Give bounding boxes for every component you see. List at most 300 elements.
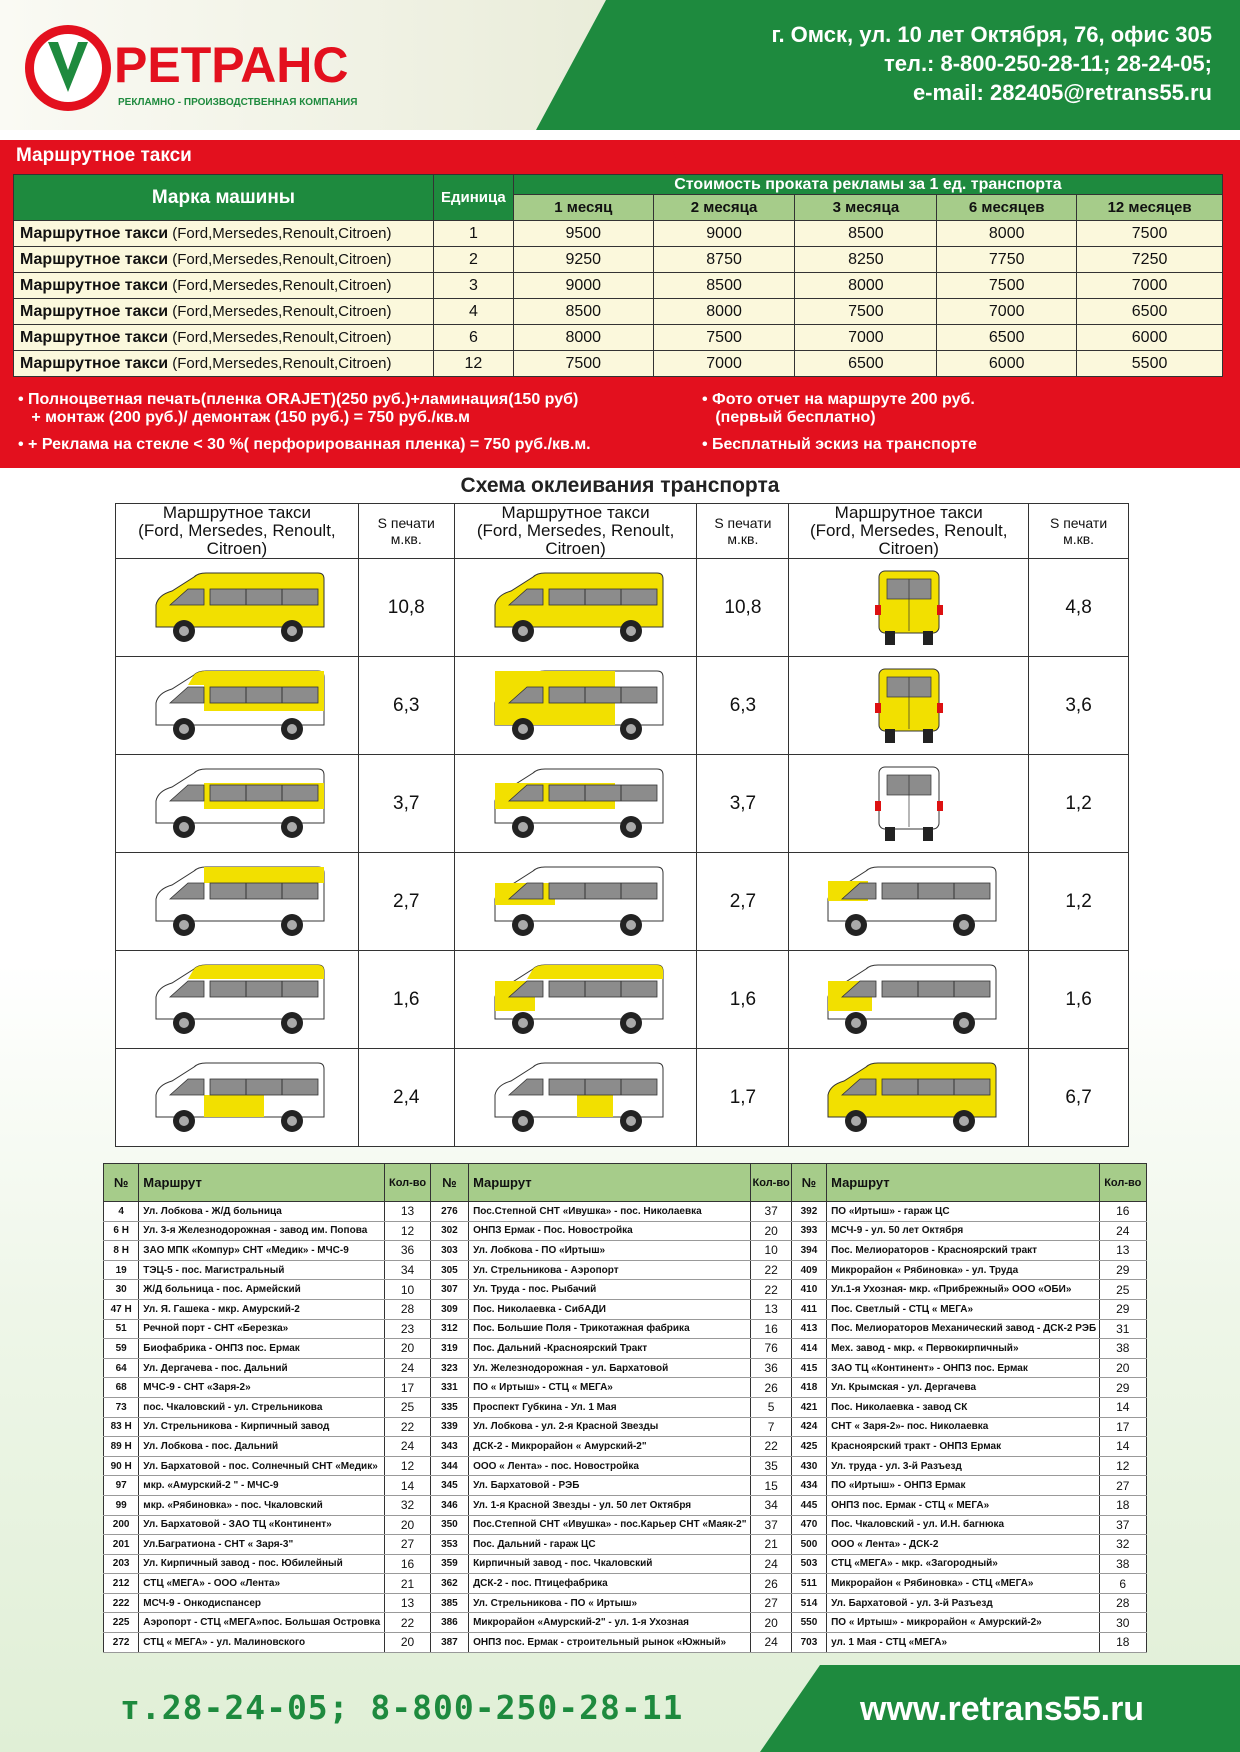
- route-name: ООО « Лента» - ДСК-2: [827, 1535, 1099, 1555]
- route-count: 22: [385, 1417, 430, 1437]
- van-side-wrap-image: [454, 559, 697, 657]
- route-count: 26: [751, 1378, 791, 1398]
- route-name: Пос. Светлый - СТЦ « МЕГА»: [827, 1299, 1099, 1319]
- route-row: [104, 1535, 1147, 1555]
- route-number: 89 Н: [104, 1437, 139, 1457]
- route-number: 445: [791, 1495, 826, 1515]
- route-number: 222: [104, 1593, 139, 1613]
- route-name: ЗАО ТЦ «Континент» - ОНПЗ пос. Ермак: [827, 1358, 1099, 1378]
- route-count: 20: [751, 1613, 791, 1633]
- route-count: 18: [1099, 1633, 1146, 1653]
- svg-text:РЕКЛАМНО - ПРОИЗВОДСТВЕННАЯ КО: РЕКЛАМНО - ПРОИЗВОДСТВЕННАЯ КОМПАНИЯ: [118, 97, 358, 108]
- price-cell: 6500: [1077, 299, 1223, 325]
- route-number: 47 Н: [104, 1299, 139, 1319]
- route-count: 16: [751, 1319, 791, 1339]
- print-area-value: 6,3: [358, 657, 454, 755]
- route-number: 343: [430, 1437, 468, 1457]
- route-name: Кирпичный завод - пос. Чкаловский: [469, 1554, 751, 1574]
- area-header: S печати м.кв.: [697, 504, 789, 559]
- van-side-wrap-image: [116, 657, 359, 755]
- route-row: [104, 1476, 1147, 1496]
- print-area-value: 1,7: [697, 1049, 789, 1147]
- route-name: Ул. Лобкова - ул. 2-я Красной Звезды: [469, 1417, 751, 1437]
- price-cell: 8500: [513, 299, 653, 325]
- route-count: 5: [751, 1397, 791, 1417]
- route-name: Пос. Большие Поля - Трикотажная фабрика: [469, 1319, 751, 1339]
- route-number: 346: [430, 1495, 468, 1515]
- print-area-value: 2,7: [697, 853, 789, 951]
- route-name: ООО « Лента» - пос. Новостройка: [469, 1456, 751, 1476]
- area-header: S печати м.кв.: [1029, 504, 1129, 559]
- col-brand: Марка машины: [14, 175, 434, 221]
- route-name: ОНПЗ Ермак - Пос. Новостройка: [469, 1221, 751, 1241]
- vehicle-name: Маршрутное такси (Ford,Mersedes,Renoult,Citroen): [14, 299, 434, 325]
- note-free-sketch: • Бесплатный эскиз на транспорте: [702, 436, 977, 453]
- route-count: 36: [751, 1358, 791, 1378]
- route-name: Биофабрика - ОНПЗ пос. Ермак: [139, 1339, 385, 1359]
- route-number: 8 Н: [104, 1241, 139, 1261]
- route-number: 59: [104, 1339, 139, 1359]
- price-cell: 8500: [795, 221, 937, 247]
- route-count: 34: [385, 1260, 430, 1280]
- route-count: 18: [1099, 1495, 1146, 1515]
- route-number: 212: [104, 1574, 139, 1594]
- route-count: 20: [385, 1515, 430, 1535]
- route-row: [104, 1574, 1147, 1594]
- print-area-value: 2,7: [358, 853, 454, 951]
- route-number: 424: [791, 1417, 826, 1437]
- scheme-row: [116, 755, 1129, 853]
- route-name: Ул.1-я Ухозная- мкр. «Прибрежный» ООО «ОБИ»: [827, 1280, 1099, 1300]
- van-side-wrap-image: [116, 755, 359, 853]
- route-number: 323: [430, 1358, 468, 1378]
- route-number: 409: [791, 1260, 826, 1280]
- route-row: [104, 1593, 1147, 1613]
- route-count: 13: [1099, 1241, 1146, 1261]
- route-row: [104, 1515, 1147, 1535]
- route-row: [104, 1221, 1147, 1241]
- print-area-value: 3,6: [1029, 657, 1129, 755]
- period-header: 12 месяцев: [1077, 195, 1223, 221]
- route-count: 34: [751, 1495, 791, 1515]
- route-number: 339: [430, 1417, 468, 1437]
- header: [0, 0, 1240, 130]
- route-number: 83 Н: [104, 1417, 139, 1437]
- price-cell: 9000: [653, 221, 795, 247]
- route-number: 335: [430, 1397, 468, 1417]
- route-count: 29: [1099, 1260, 1146, 1280]
- price-cell: 7000: [937, 299, 1077, 325]
- route-name: СТЦ «МЕГА» - мкр. «Загородный»: [827, 1554, 1099, 1574]
- print-area-value: 10,8: [358, 559, 454, 657]
- route-count: 36: [385, 1241, 430, 1261]
- route-number: 703: [791, 1633, 826, 1653]
- route-count: 30: [1099, 1613, 1146, 1633]
- print-area-value: 4,8: [1029, 559, 1129, 657]
- print-area-value: 2,4: [358, 1049, 454, 1147]
- period-header: 6 месяцев: [937, 195, 1077, 221]
- route-number: 319: [430, 1339, 468, 1359]
- scheme-row: [116, 657, 1129, 755]
- route-name: Ул. 3-я Железнодорожная - завод им. Попова: [139, 1221, 385, 1241]
- route-row: [104, 1397, 1147, 1417]
- col-route: Маршрут: [827, 1164, 1099, 1202]
- route-row: [104, 1417, 1147, 1437]
- route-name: Ул. Стрельникова - Кирпичный завод: [139, 1417, 385, 1437]
- price-cell: 9500: [513, 221, 653, 247]
- route-row: [104, 1299, 1147, 1319]
- route-count: 25: [385, 1397, 430, 1417]
- print-area-value: 10,8: [697, 559, 789, 657]
- route-name: Пос. Мелиораторов Механический завод - ДСК-2 РЭБ: [827, 1319, 1099, 1339]
- print-area-value: 1,6: [1029, 951, 1129, 1049]
- route-row: [104, 1495, 1147, 1515]
- route-number: 344: [430, 1456, 468, 1476]
- scheme-row: [116, 951, 1129, 1049]
- route-number: 470: [791, 1515, 826, 1535]
- route-name: Ул. Стрельникова - Аэропорт: [469, 1260, 751, 1280]
- route-number: 350: [430, 1515, 468, 1535]
- svg-text:РЕТРАНС: РЕТРАНС: [114, 37, 349, 93]
- route-count: 12: [385, 1456, 430, 1476]
- route-number: 503: [791, 1554, 826, 1574]
- route-name: СТЦ « МЕГА» - ул. Малиновского: [139, 1633, 385, 1653]
- route-name: Ул. Лобкова - пос. Дальний: [139, 1437, 385, 1457]
- route-number: 97: [104, 1476, 139, 1496]
- route-name: мкр. «Амурский-2 " - МЧС-9: [139, 1476, 385, 1496]
- route-name: ул. 1 Мая - СТЦ «МЕГА»: [827, 1633, 1099, 1653]
- route-name: ОНПЗ пос. Ермак - СТЦ « МЕГА»: [827, 1495, 1099, 1515]
- wrapping-scheme-table: [115, 503, 1129, 1147]
- route-name: Мех. завод - мкр. « Первокирпичный»: [827, 1339, 1099, 1359]
- route-count: 27: [1099, 1476, 1146, 1496]
- route-number: 68: [104, 1378, 139, 1398]
- price-cell: 8000: [937, 221, 1077, 247]
- col-route: Маршрут: [469, 1164, 751, 1202]
- price-cell: 7500: [937, 273, 1077, 299]
- route-name: Пос.Степной СНТ «Ивушка» - пос. Николаевка: [469, 1202, 751, 1222]
- route-count: 10: [385, 1280, 430, 1300]
- price-cell: 9250: [513, 247, 653, 273]
- route-count: 13: [385, 1593, 430, 1613]
- route-count: 14: [1099, 1397, 1146, 1417]
- route-count: 22: [751, 1260, 791, 1280]
- route-count: 20: [385, 1633, 430, 1653]
- price-cell: 7250: [1077, 247, 1223, 273]
- route-number: 305: [430, 1260, 468, 1280]
- route-name: Ул. труда - ул. 3-й Разъезд: [827, 1456, 1099, 1476]
- route-name: Ул. Бархатовой - пос. Солнечный СНТ «Медик»: [139, 1456, 385, 1476]
- price-row: [14, 273, 1223, 299]
- route-name: ПО «Иртыш» - гараж ЦС: [827, 1202, 1099, 1222]
- price-cell: 6500: [937, 325, 1077, 351]
- route-count: 15: [751, 1476, 791, 1496]
- price-row: [14, 247, 1223, 273]
- van-side-wrap-image: [454, 657, 697, 755]
- route-name: Ул. Бархатовой - РЭБ: [469, 1476, 751, 1496]
- route-count: 24: [751, 1554, 791, 1574]
- route-count: 27: [385, 1535, 430, 1555]
- route-count: 25: [1099, 1280, 1146, 1300]
- route-number: 331: [430, 1378, 468, 1398]
- route-number: 359: [430, 1554, 468, 1574]
- price-cell: 7500: [653, 325, 795, 351]
- route-name: СТЦ «МЕГА» - ООО «Лента»: [139, 1574, 385, 1594]
- route-number: 203: [104, 1554, 139, 1574]
- route-count: 24: [1099, 1221, 1146, 1241]
- route-name: ПО « Иртыш» - СТЦ « МЕГА»: [469, 1378, 751, 1398]
- route-count: 24: [385, 1437, 430, 1457]
- route-name: Ул. Труда - пос. Рыбачий: [469, 1280, 751, 1300]
- route-count: 35: [751, 1456, 791, 1476]
- price-cell: 8000: [795, 273, 937, 299]
- price-cell: 6000: [937, 351, 1077, 377]
- price-rows: [14, 221, 1223, 377]
- route-name: ДСК-2 - Микрорайон « Амурский-2": [469, 1437, 751, 1457]
- route-name: Ул. Бархатовой - ЗАО ТЦ «Континент»: [139, 1515, 385, 1535]
- route-count: 13: [385, 1202, 430, 1222]
- route-number: 73: [104, 1397, 139, 1417]
- route-number: 393: [791, 1221, 826, 1241]
- route-number: 414: [791, 1339, 826, 1359]
- email[interactable]: e-mail: 282405@retrans55.ru: [912, 80, 1212, 105]
- route-count: 17: [385, 1378, 430, 1398]
- note-photo-report: • Фото отчет на маршруте 200 руб. (первый бесплатно): [702, 391, 975, 426]
- van-side-wrap-image: [116, 951, 359, 1049]
- route-number: 411: [791, 1299, 826, 1319]
- route-name: ПО «Иртыш» - ОНПЗ Ермак: [827, 1476, 1099, 1496]
- route-count: 21: [385, 1574, 430, 1594]
- van-view-wrap-image: [789, 853, 1029, 951]
- route-count: 10: [751, 1241, 791, 1261]
- route-name: Микрорайон « Рябиновка» - СТЦ «МЕГА»: [827, 1574, 1099, 1594]
- price-row: [14, 325, 1223, 351]
- route-row: [104, 1280, 1147, 1300]
- print-area-value: 3,7: [358, 755, 454, 853]
- route-number: 200: [104, 1515, 139, 1535]
- route-count: 22: [751, 1280, 791, 1300]
- route-row: [104, 1554, 1147, 1574]
- route-row: [104, 1613, 1147, 1633]
- col-route: Маршрут: [139, 1164, 385, 1202]
- price-row: [14, 221, 1223, 247]
- vehicle-name: Маршрутное такси (Ford,Mersedes,Renoult,Citroen): [14, 247, 434, 273]
- price-cell: 7500: [513, 351, 653, 377]
- route-number: 386: [430, 1613, 468, 1633]
- route-count: 6: [1099, 1574, 1146, 1594]
- col-no: №: [430, 1164, 468, 1202]
- route-row: [104, 1202, 1147, 1222]
- price-cell: 7000: [1077, 273, 1223, 299]
- route-name: Ул. 1-я Красной Звезды - ул. 50 лет Октября: [469, 1495, 751, 1515]
- price-cell: 8000: [513, 325, 653, 351]
- route-name: ДСК-2 - пос. Птицефабрика: [469, 1574, 751, 1594]
- van-view-wrap-image: [789, 755, 1029, 853]
- col-cost: Стоимость проката рекламы за 1 ед. транспорта: [513, 175, 1222, 195]
- van-view-wrap-image: [789, 1049, 1029, 1147]
- route-name: Ул. Лобкова - ПО «Иртыш»: [469, 1241, 751, 1261]
- route-count: 24: [751, 1633, 791, 1653]
- route-number: 30: [104, 1280, 139, 1300]
- price-cell: 7000: [653, 351, 795, 377]
- route-count: 24: [385, 1358, 430, 1378]
- period-header: 1 месяц: [513, 195, 653, 221]
- route-number: 511: [791, 1574, 826, 1594]
- price-cell: 6000: [1077, 325, 1223, 351]
- van-view-wrap-image: [789, 951, 1029, 1049]
- vehicle-header: Маршрутное такси (Ford, Mersedes, Renoult, Citroen): [454, 504, 697, 559]
- route-row: [104, 1358, 1147, 1378]
- col-qty: Кол-во: [385, 1164, 430, 1202]
- route-number: 434: [791, 1476, 826, 1496]
- col-no: №: [104, 1164, 139, 1202]
- route-count: 14: [385, 1476, 430, 1496]
- route-row: [104, 1319, 1147, 1339]
- price-table: [13, 174, 1223, 377]
- routes-table: [103, 1163, 1147, 1653]
- van-side-wrap-image: [454, 755, 697, 853]
- route-count: 17: [1099, 1417, 1146, 1437]
- unit-count: 4: [433, 299, 513, 325]
- route-number: 430: [791, 1456, 826, 1476]
- route-count: 37: [751, 1202, 791, 1222]
- route-number: 362: [430, 1574, 468, 1594]
- scheme-row: [116, 1049, 1129, 1147]
- route-name: СНТ « Заря-2»- пос. Николаевка: [827, 1417, 1099, 1437]
- route-number: 303: [430, 1241, 468, 1261]
- route-number: 392: [791, 1202, 826, 1222]
- route-name: Ул. Я. Гашека - мкр. Амурский-2: [139, 1299, 385, 1319]
- route-count: 12: [385, 1221, 430, 1241]
- section-title: Маршрутное такси: [16, 145, 192, 166]
- route-count: 20: [385, 1339, 430, 1359]
- route-count: 29: [1099, 1378, 1146, 1398]
- route-number: 415: [791, 1358, 826, 1378]
- phones: тел.: 8-800-250-28-11; 28-24-05;: [883, 51, 1212, 76]
- address: г. Омск, ул. 10 лет Октября, 76, офис 305: [771, 22, 1212, 47]
- route-name: Аэропорт - СТЦ «МЕГА»пос. Большая Островка: [139, 1613, 385, 1633]
- route-number: 51: [104, 1319, 139, 1339]
- van-view-wrap-image: [789, 559, 1029, 657]
- route-number: 312: [430, 1319, 468, 1339]
- route-name: Речной порт - СНТ «Березка»: [139, 1319, 385, 1339]
- route-name: Ж/Д больница - пос. Армейский: [139, 1280, 385, 1300]
- print-area-value: 6,3: [697, 657, 789, 755]
- van-view-wrap-image: [789, 657, 1029, 755]
- scheme-rows: [116, 559, 1129, 1147]
- route-count: 76: [751, 1339, 791, 1359]
- route-number: 307: [430, 1280, 468, 1300]
- route-number: 302: [430, 1221, 468, 1241]
- route-number: 425: [791, 1437, 826, 1457]
- route-row: [104, 1633, 1147, 1653]
- route-count: 23: [385, 1319, 430, 1339]
- route-name: Ул. Крымская - ул. Дергачева: [827, 1378, 1099, 1398]
- col-no: №: [791, 1164, 826, 1202]
- route-name: Пос. Николаевка - завод СК: [827, 1397, 1099, 1417]
- route-name: МЧС-9 - СНТ «Заря-2»: [139, 1378, 385, 1398]
- van-side-wrap-image: [454, 951, 697, 1049]
- area-header: S печати м.кв.: [358, 504, 454, 559]
- vehicle-name: Маршрутное такси (Ford,Mersedes,Renoult,Citroen): [14, 325, 434, 351]
- route-number: 19: [104, 1260, 139, 1280]
- route-number: 385: [430, 1593, 468, 1613]
- unit-count: 1: [433, 221, 513, 247]
- route-number: 90 Н: [104, 1456, 139, 1476]
- route-number: 418: [791, 1378, 826, 1398]
- route-number: 353: [430, 1535, 468, 1555]
- route-number: 64: [104, 1358, 139, 1378]
- route-number: 6 Н: [104, 1221, 139, 1241]
- route-name: ОНПЗ пос. Ермак - строительный рынок «Южный»: [469, 1633, 751, 1653]
- route-name: Ул. Лобкова - Ж/Д больница: [139, 1202, 385, 1222]
- route-count: 22: [385, 1613, 430, 1633]
- footer-website[interactable]: www.retrans55.ru: [860, 1690, 1145, 1728]
- route-name: пос. Чкаловский - ул. Стрельникова: [139, 1397, 385, 1417]
- price-row: [14, 351, 1223, 377]
- route-count: 16: [385, 1554, 430, 1574]
- unit-count: 3: [433, 273, 513, 299]
- route-name: ПО « Иртыш» - микрорайон « Амурский-2»: [827, 1613, 1099, 1633]
- vehicle-name: Маршрутное такси (Ford,Mersedes,Renoult,Citroen): [14, 221, 434, 247]
- route-name: Ул. Стрельникова - ПО « Иртыш»: [469, 1593, 751, 1613]
- route-name: Пос. Дальний -Красноярский Тракт: [469, 1339, 751, 1359]
- print-area-value: 3,7: [697, 755, 789, 853]
- price-cell: 7750: [937, 247, 1077, 273]
- route-count: 28: [1099, 1593, 1146, 1613]
- route-name: Пос. Дальний - гараж ЦС: [469, 1535, 751, 1555]
- route-row: [104, 1260, 1147, 1280]
- price-cell: 7500: [795, 299, 937, 325]
- print-area-value: 6,7: [1029, 1049, 1129, 1147]
- company-logo: [22, 22, 362, 114]
- price-cell: 5500: [1077, 351, 1223, 377]
- price-cell: 8000: [653, 299, 795, 325]
- note-glass: • + Реклама на стекле < 30 %( перфорированная пленка) = 750 руб./кв.м.: [18, 436, 591, 453]
- route-rows: [104, 1202, 1147, 1653]
- route-name: Ул. Бархатовой - ул. 3-й Разъезд: [827, 1593, 1099, 1613]
- route-number: 413: [791, 1319, 826, 1339]
- price-cell: 7000: [795, 325, 937, 351]
- route-count: 38: [1099, 1339, 1146, 1359]
- footer-phones: т.28-24-05; 8-800-250-28-11: [120, 1688, 684, 1727]
- route-name: Микрорайон «Амурский-2" - ул. 1-я Ухозная: [469, 1613, 751, 1633]
- route-name: Пос. Чкаловский - ул. И.Н. багнюка: [827, 1515, 1099, 1535]
- route-number: 394: [791, 1241, 826, 1261]
- route-count: 13: [751, 1299, 791, 1319]
- van-side-wrap-image: [116, 853, 359, 951]
- route-number: 309: [430, 1299, 468, 1319]
- unit-count: 2: [433, 247, 513, 273]
- route-row: [104, 1378, 1147, 1398]
- price-cell: 6500: [795, 351, 937, 377]
- print-area-value: 1,6: [358, 951, 454, 1049]
- route-count: 12: [1099, 1456, 1146, 1476]
- route-name: ТЭЦ-5 - пос. Магистральный: [139, 1260, 385, 1280]
- route-count: 14: [1099, 1437, 1146, 1457]
- print-area-value: 1,6: [697, 951, 789, 1049]
- route-count: 26: [751, 1574, 791, 1594]
- print-area-value: 1,2: [1029, 755, 1129, 853]
- price-cell: 9000: [513, 273, 653, 299]
- scheme-title: Схема оклеивания транспорта: [460, 474, 780, 497]
- vehicle-header: Маршрутное такси (Ford, Mersedes, Renoult, Citroen): [116, 504, 359, 559]
- scheme-row: [116, 853, 1129, 951]
- route-count: 31: [1099, 1319, 1146, 1339]
- route-name: МСЧ-9 - ул. 50 лет Октября: [827, 1221, 1099, 1241]
- route-count: 22: [751, 1437, 791, 1457]
- route-name: Пос. Николаевка - СибАДИ: [469, 1299, 751, 1319]
